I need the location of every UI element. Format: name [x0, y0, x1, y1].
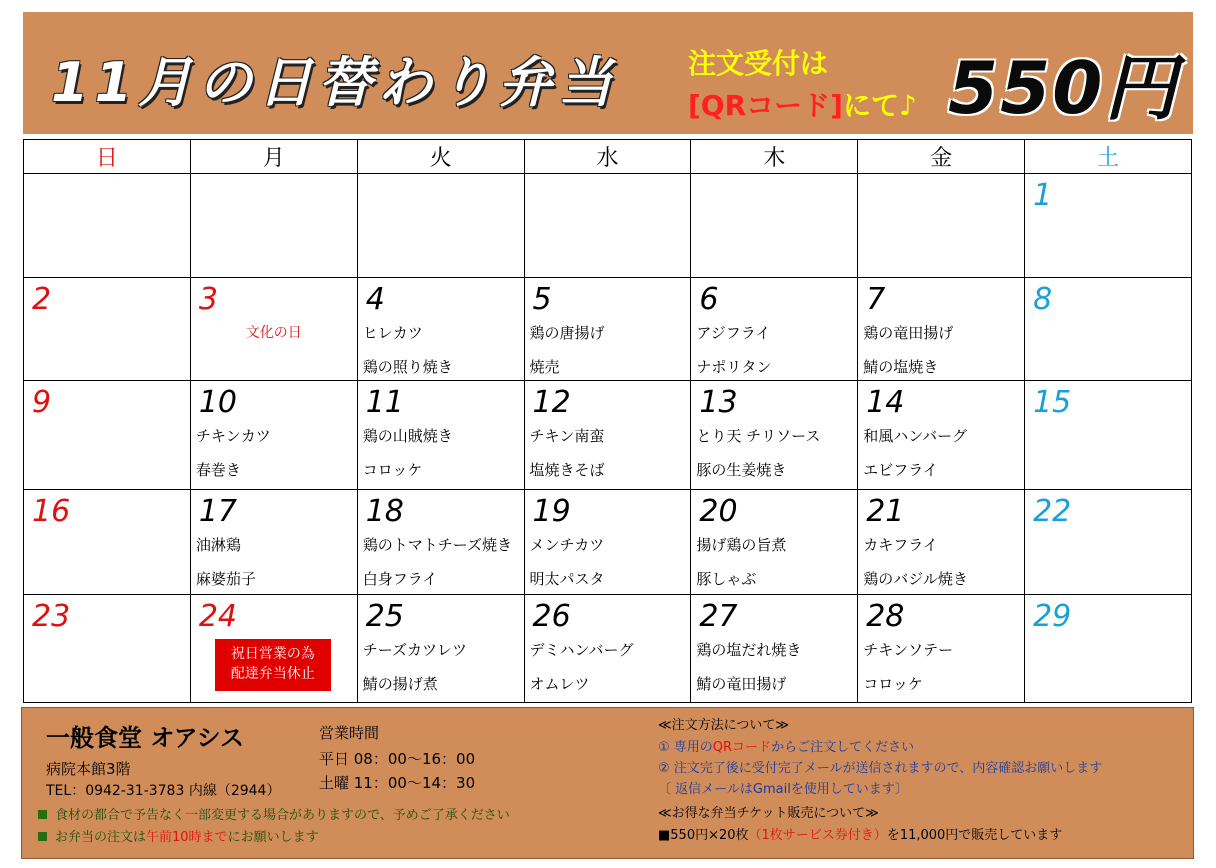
day-number: 4 — [365, 282, 385, 317]
day-number: 5 — [532, 282, 552, 317]
qr-code-label: [QRコード] — [688, 89, 843, 122]
calendar-day-cell — [24, 595, 191, 703]
calendar-week-row — [24, 278, 1192, 381]
weekday-sat: 土 — [1025, 140, 1192, 174]
shop-address: 病院本館3階 — [46, 760, 131, 778]
order-method-gmail-note: 〔 返信メールはGmailを使用しています〕 — [658, 782, 908, 797]
dish-sub: 鶏のバジル焼き — [863, 570, 968, 588]
dish-main: 揚げ鶏の旨煮 — [696, 536, 787, 554]
calendar-day-cell — [24, 278, 191, 381]
dish-main: とり天 チリソース — [696, 427, 821, 445]
dish-main: 鶏の山賊焼き — [362, 427, 453, 445]
calendar-day-cell — [357, 490, 524, 595]
day-number: 18 — [365, 494, 404, 529]
dish-sub: 鶏の照り焼き — [362, 358, 453, 376]
day-number: 11 — [365, 385, 404, 420]
calendar-day-cell — [1025, 490, 1192, 595]
weekday-header-row — [24, 140, 1192, 174]
dish-main: チキンソテー — [863, 641, 954, 659]
day-number: 26 — [532, 599, 571, 634]
calendar-day-cell — [691, 595, 858, 703]
calendar-day-cell — [190, 490, 357, 595]
dish-main: 鶏の塩だれ焼き — [696, 641, 802, 659]
bullet-square-icon — [38, 832, 47, 841]
dish-main: チーズカツレツ — [362, 641, 467, 659]
dish-sub: ナポリタン — [696, 358, 772, 376]
bullet-square-icon — [38, 810, 47, 819]
dish-sub: 白身フライ — [362, 570, 438, 588]
calendar-day-cell — [357, 381, 524, 490]
weekday-fri: 金 — [858, 140, 1025, 174]
day-number: 25 — [365, 599, 404, 634]
dish-sub: エビフライ — [863, 461, 938, 479]
order-method-step1 — [658, 736, 914, 755]
calendar-week-row — [24, 595, 1192, 703]
weekday-mon: 月 — [190, 140, 357, 174]
calendar-day-cell — [858, 595, 1025, 703]
ticket-prefix: ■550円×20枚 — [658, 828, 749, 843]
dish-sub: 塩焼きそば — [529, 461, 605, 479]
calendar-day-cell — [691, 278, 858, 381]
calendar-day-cell — [357, 595, 524, 703]
calendar-day-cell — [1025, 381, 1192, 490]
dish-main: カキフライ — [863, 536, 938, 554]
hours-weekday: 平日 08：00〜16：00 — [319, 750, 476, 768]
price-label: 550円 — [948, 46, 1179, 130]
dish-sub: 春巻き — [195, 461, 241, 479]
calendar-day-cell — [524, 174, 691, 278]
calendar-day-cell — [691, 381, 858, 490]
closed-notice-line: 祝日営業の為 — [230, 646, 315, 662]
day-number: 27 — [699, 599, 738, 634]
order-method-title: ≪注文方法について≫ — [658, 718, 789, 733]
step1-suffix: からご注文してください — [771, 740, 915, 755]
calendar-day-cell — [524, 381, 691, 490]
dish-main: 鶏のトマトチーズ焼き — [362, 536, 512, 554]
ticket-suffix: を11,000円で販売しています — [886, 828, 1063, 843]
calendar-day-cell — [357, 278, 524, 381]
dish-main: チキンカツ — [195, 427, 271, 445]
day-number: 3 — [198, 282, 218, 317]
dish-main: デミハンバーグ — [529, 641, 634, 659]
day-number: 14 — [866, 385, 905, 420]
calendar-day-cell — [1025, 595, 1192, 703]
weekday-tue: 火 — [357, 140, 524, 174]
notice-menu-change-text: 食材の都合で予告なく一部変更する場合がありますので、予めご了承ください — [55, 808, 510, 823]
dish-sub: 焼売 — [529, 358, 560, 376]
dish-main: 油淋鶏 — [195, 536, 241, 554]
dish-sub: オムレツ — [529, 675, 590, 693]
day-number: 28 — [866, 599, 905, 634]
day-number: 29 — [1033, 599, 1072, 634]
shop-name: 一般食堂 オアシス — [46, 724, 244, 752]
calendar-day-cell — [24, 381, 191, 490]
ticket-bonus: （1枚サービス券付き） — [748, 828, 887, 843]
step1-qr-code: QRコード — [712, 740, 772, 755]
order-method-suffix: にて♪ — [842, 89, 917, 122]
calendar-day-cell — [1025, 278, 1192, 381]
weekday-sun: 日 — [24, 140, 191, 174]
dish-sub: 豚の生姜焼き — [696, 461, 787, 479]
order-label: 注文受付は — [688, 47, 829, 80]
day-number: 23 — [32, 599, 71, 634]
dish-main: 鶏の竜田揚げ — [863, 324, 954, 342]
header-banner — [23, 12, 1193, 134]
dish-main: 和風ハンバーグ — [863, 427, 968, 445]
hours-saturday: 土曜 11：00〜14：30 — [319, 774, 476, 792]
closed-notice-badge — [215, 639, 331, 691]
day-number: 2 — [32, 282, 52, 317]
calendar-day-cell — [190, 595, 357, 703]
calendar-day-cell — [691, 490, 858, 595]
dish-sub: 鯖の揚げ煮 — [362, 675, 438, 693]
holiday-label: 文化の日 — [245, 325, 302, 341]
calendar-day-cell — [357, 174, 524, 278]
dish-sub: 鯖の竜田揚げ — [696, 675, 787, 693]
day-number: 6 — [699, 282, 719, 317]
day-number: 1 — [1033, 178, 1053, 213]
calendar-day-cell — [858, 174, 1025, 278]
day-number: 12 — [532, 385, 571, 420]
calendar-day-cell — [524, 490, 691, 595]
calendar-day-cell — [691, 174, 858, 278]
calendar-week-row — [24, 490, 1192, 595]
dish-main: 鶏の唐揚げ — [529, 324, 605, 342]
calendar-day-cell — [190, 278, 357, 381]
calendar-week-row — [24, 174, 1192, 278]
dish-sub: 麻婆茄子 — [195, 570, 256, 588]
step1-prefix: ① 専用の — [658, 740, 713, 755]
day-number: 21 — [866, 494, 905, 529]
notice-order-deadline — [38, 826, 319, 845]
day-number: 17 — [198, 494, 238, 529]
calendar-day-cell — [190, 174, 357, 278]
day-number: 20 — [699, 494, 738, 529]
notice-menu-change — [38, 804, 510, 823]
calendar-day-cell — [24, 490, 191, 595]
dish-main: チキン南蛮 — [529, 427, 605, 445]
calendar-day-cell — [858, 381, 1025, 490]
day-number: 8 — [1033, 282, 1053, 317]
page-title: 11月の日替わり弁当 — [51, 51, 619, 114]
day-number: 24 — [198, 599, 238, 634]
calendar-day-cell — [524, 595, 691, 703]
dish-sub: 豚しゃぶ — [696, 570, 757, 588]
shop-phone: TEL：0942-31-3783 内線（2944） — [46, 783, 281, 799]
day-number: 16 — [32, 494, 71, 529]
day-number: 15 — [1033, 385, 1072, 420]
day-number: 19 — [532, 494, 571, 529]
weekday-thu: 木 — [691, 140, 858, 174]
calendar-day-cell — [858, 490, 1025, 595]
dish-sub: 鯖の塩焼き — [863, 358, 939, 376]
order-method-step2: ② 注文完了後に受付完了メールが送信されますので、内容確認お願いします — [658, 761, 1103, 776]
day-number: 13 — [699, 385, 738, 420]
ticket-info — [658, 824, 1062, 843]
dish-sub: コロッケ — [362, 461, 423, 479]
footer-panel — [21, 707, 1194, 859]
calendar-day-cell — [858, 278, 1025, 381]
dish-main: ヒレカツ — [362, 324, 423, 342]
dish-main: メンチカツ — [529, 536, 605, 554]
notice-order-prefix: お弁当の注文は — [55, 830, 147, 845]
closed-notice-line: 配達弁当休止 — [230, 666, 315, 682]
day-number: 9 — [32, 385, 52, 420]
calendar-day-cell — [190, 381, 357, 490]
dish-main: アジフライ — [696, 324, 771, 342]
notice-order-deadline-time: 午前10時まで — [146, 830, 228, 845]
order-method — [688, 84, 917, 124]
calendar-week-row — [24, 381, 1192, 490]
day-number: 22 — [1033, 494, 1072, 529]
calendar-day-cell — [1025, 174, 1192, 278]
calendar-grid — [23, 139, 1192, 703]
hours-title: 営業時間 — [319, 724, 380, 742]
notice-order-suffix: にお願いします — [227, 830, 319, 845]
ticket-title: ≪お得な弁当チケット販売について≫ — [658, 806, 879, 821]
calendar-day-cell — [524, 278, 691, 381]
day-number: 7 — [866, 282, 886, 317]
calendar-day-cell — [24, 174, 191, 278]
dish-sub: コロッケ — [863, 675, 923, 693]
dish-sub: 明太パスタ — [529, 570, 605, 588]
day-number: 10 — [198, 385, 238, 420]
weekday-wed: 水 — [524, 140, 691, 174]
